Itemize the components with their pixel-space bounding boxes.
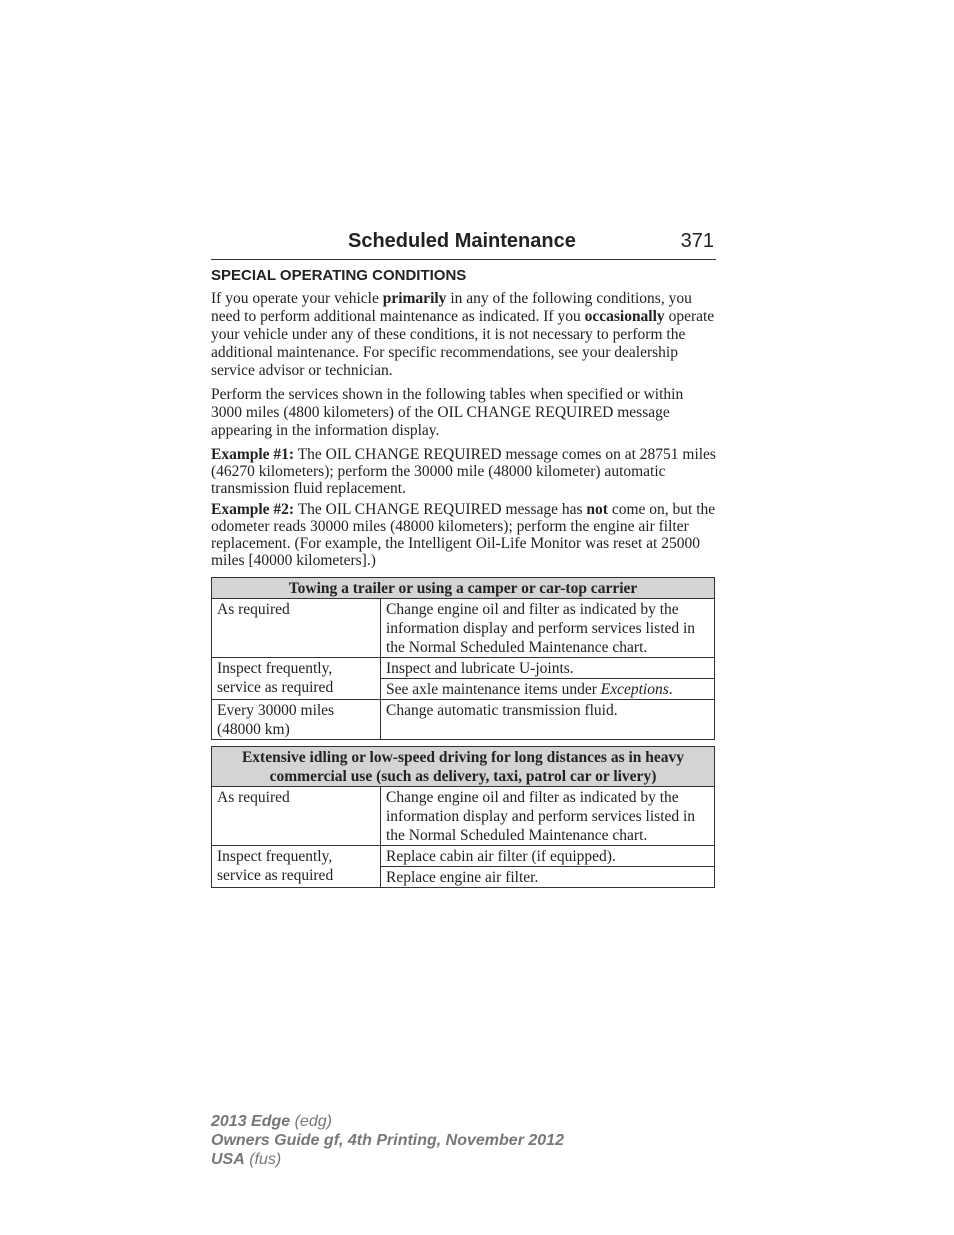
bold-term-occasionally: occasionally bbox=[584, 308, 665, 325]
table-row bbox=[212, 846, 715, 867]
table-header-row bbox=[212, 747, 715, 787]
footer-line-2: Owners Guide gf, 4th Printing, November 2012 bbox=[211, 1132, 564, 1149]
table-cell: Inspect frequently, service as required bbox=[212, 846, 381, 888]
table-cell: Replace engine air filter. bbox=[381, 867, 715, 888]
table-cell: Change engine oil and filter as indicated by the information display and perform services listed in the Normal Scheduled Maintenance chart. bbox=[381, 787, 715, 846]
example-1 bbox=[211, 446, 716, 497]
table-cell: As required bbox=[212, 599, 381, 658]
text-run: See axle maintenance items under bbox=[386, 681, 601, 698]
footer-region-code: (fus) bbox=[244, 1151, 282, 1168]
table-row bbox=[212, 599, 715, 658]
table-row bbox=[212, 700, 715, 740]
bold-term-not: not bbox=[586, 501, 608, 518]
idling-table bbox=[211, 746, 715, 888]
table-header: Extensive idling or low-speed driving for long distances as in heavy commercial use (such as delivery, taxi, patrol car or livery) bbox=[212, 747, 715, 787]
table-header: Towing a trailer or using a camper or car-top carrier bbox=[212, 578, 715, 599]
footer-line-3 bbox=[211, 1150, 564, 1169]
table-cell: Inspect and lubricate U-joints. bbox=[381, 658, 715, 679]
intro-paragraph-1 bbox=[211, 290, 716, 380]
page-footer bbox=[211, 1112, 564, 1169]
bold-term-primarily: primarily bbox=[382, 290, 447, 307]
section-heading: SPECIAL OPERATING CONDITIONS bbox=[211, 267, 467, 284]
table-header-row bbox=[212, 578, 715, 599]
table-row bbox=[212, 787, 715, 846]
footer-model-code: (edg) bbox=[290, 1113, 332, 1130]
table-cell: Inspect frequently, service as required bbox=[212, 658, 381, 700]
text-run: . bbox=[668, 681, 673, 698]
table-cell: Change automatic transmission fluid. bbox=[381, 700, 715, 740]
table-cell: As required bbox=[212, 787, 381, 846]
page-header bbox=[211, 229, 716, 260]
page-number: 371 bbox=[680, 230, 714, 252]
table-cell: Change engine oil and filter as indicated by the information display and perform services listed in the Normal Scheduled Maintenance chart. bbox=[381, 599, 715, 658]
footer-line-1 bbox=[211, 1112, 564, 1131]
page-title: Scheduled Maintenance bbox=[348, 230, 576, 252]
example-2-label: Example #2: bbox=[211, 501, 295, 518]
text-run: operate your vehicle under any of these conditions, it is not necessary to perform the additional maintenance. For specific recommendations, see your dealership service advisor or technician. bbox=[211, 308, 715, 379]
towing-table bbox=[211, 577, 715, 740]
page-content bbox=[211, 267, 716, 888]
table-cell: Replace cabin air filter (if equipped). bbox=[381, 846, 715, 867]
text-run: come on, but the odometer reads 30000 miles (48000 kilometers); perform the engine air filter replacement. (For example, the Intelligent Oil-Life Monitor was reset at 25000 miles [40000 kilometers].) bbox=[211, 501, 716, 569]
text-run: The OIL CHANGE REQUIRED message has bbox=[294, 501, 587, 518]
exceptions-reference: Exceptions bbox=[600, 681, 669, 698]
footer-model: 2013 Edge bbox=[211, 1113, 291, 1130]
example-1-text: The OIL CHANGE REQUIRED message comes on at 28751 miles (46270 kilometers); perform the 30000 mile (48000 kilometer) automatic transmission fluid replacement. bbox=[211, 446, 716, 497]
text-run: If you operate your vehicle bbox=[211, 290, 383, 307]
example-2 bbox=[211, 501, 716, 569]
table-row bbox=[212, 658, 715, 679]
intro-paragraph-2: Perform the services shown in the following tables when specified or within 3000 miles (4800 kilometers) of the OIL CHANGE REQUIRED message appearing in the information display. bbox=[211, 386, 684, 439]
table-cell: Every 30000 miles (48000 km) bbox=[212, 700, 381, 740]
text-run: in any of the following conditions, you need to perform additional maintenance as indicated. If you bbox=[211, 290, 692, 325]
table-cell bbox=[381, 679, 715, 700]
footer-region: USA bbox=[211, 1151, 245, 1168]
example-1-label: Example #1: bbox=[211, 446, 295, 463]
